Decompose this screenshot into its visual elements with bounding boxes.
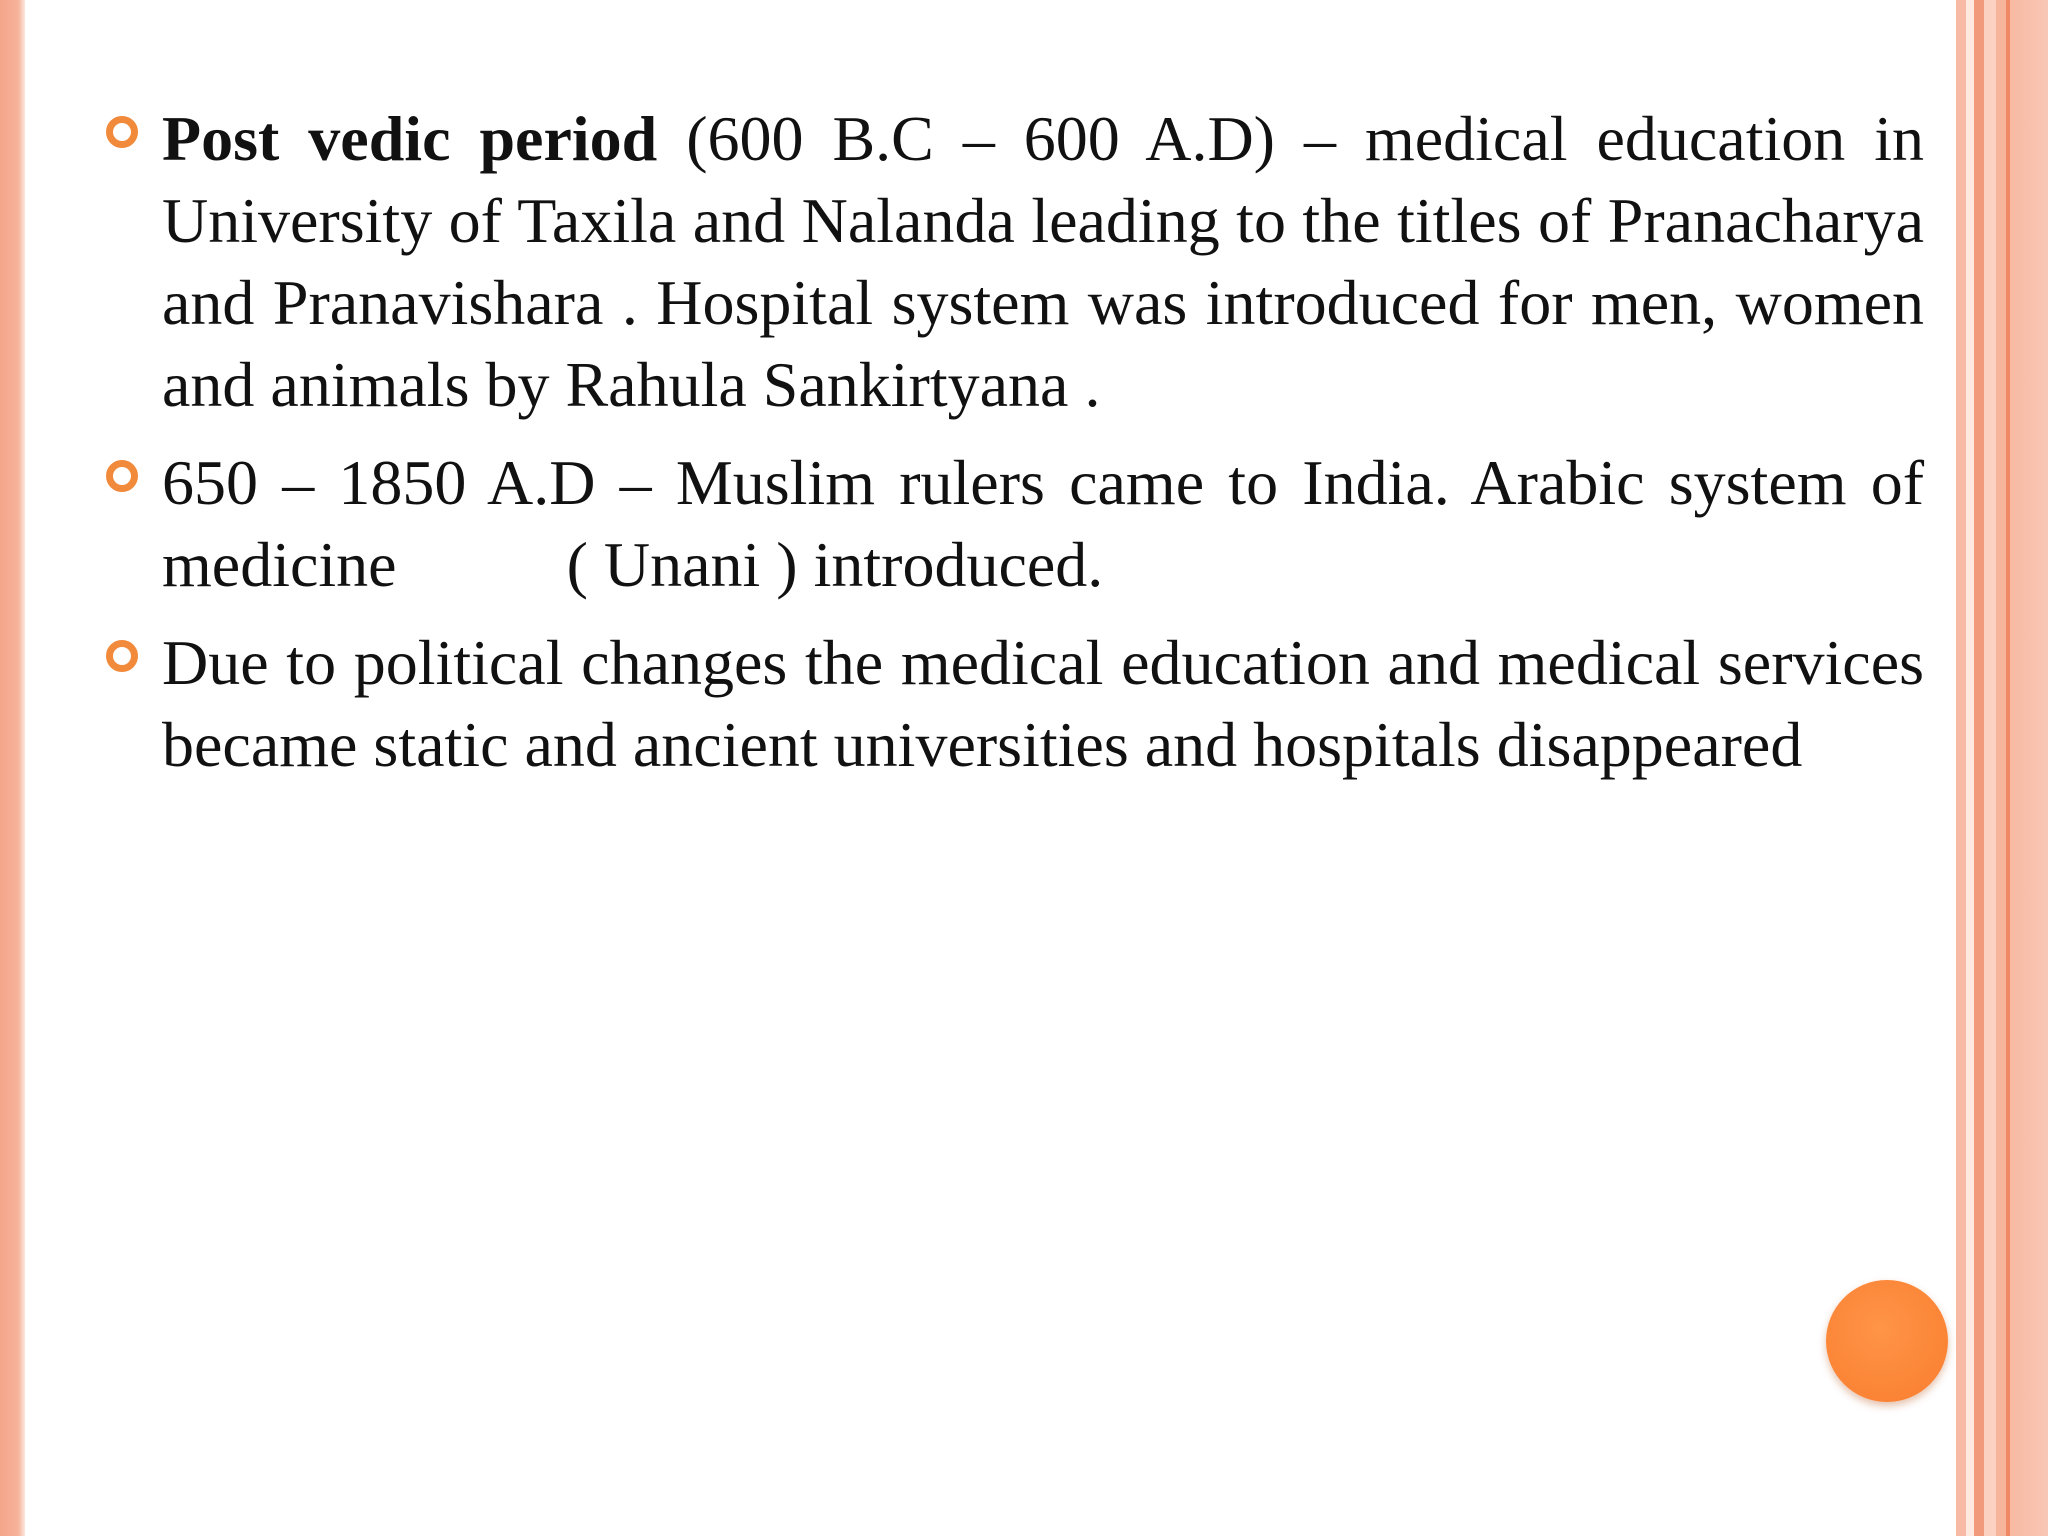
- right-stripe: [1966, 0, 1974, 1536]
- bullet-item: [162, 98, 1924, 426]
- right-stripe: [2010, 0, 2048, 1536]
- right-stripe: [1996, 0, 2006, 1536]
- right-stripe: [1984, 0, 1996, 1536]
- bullet-list: [162, 98, 1924, 802]
- bullet-text: (600 B.C – 600 A.D) – medical education in University of Taxila and Nalanda leading to the titles of Pranacharya and Pranavishara . Hospital system was introduced for men, women and animals by Rahula Sankirtyana .: [162, 103, 1925, 420]
- orange-circle-decoration: [1826, 1280, 1948, 1402]
- hollow-circle-bullet-icon: [106, 460, 138, 492]
- bullet-text: Due to political changes the medical education and medical services became static and ancient universities and hospitals disappeared: [162, 627, 1924, 780]
- bullet-text: ( Unani ) introduced.: [566, 529, 1104, 600]
- left-decorative-stripe: [0, 0, 25, 1536]
- bullet-bold-lead: Post vedic period: [162, 103, 658, 174]
- bullet-item: [162, 442, 1924, 606]
- bullet-item: [162, 622, 1924, 786]
- right-stripe: [1956, 0, 1966, 1536]
- right-stripe: [1974, 0, 1984, 1536]
- bullet-text: 650 – 1850 A.D – Muslim rulers came to India. Arabic system of medicine: [162, 447, 1924, 600]
- hollow-circle-bullet-icon: [106, 116, 138, 148]
- right-decorative-stripes: [1956, 0, 2048, 1536]
- hollow-circle-bullet-icon: [106, 640, 138, 672]
